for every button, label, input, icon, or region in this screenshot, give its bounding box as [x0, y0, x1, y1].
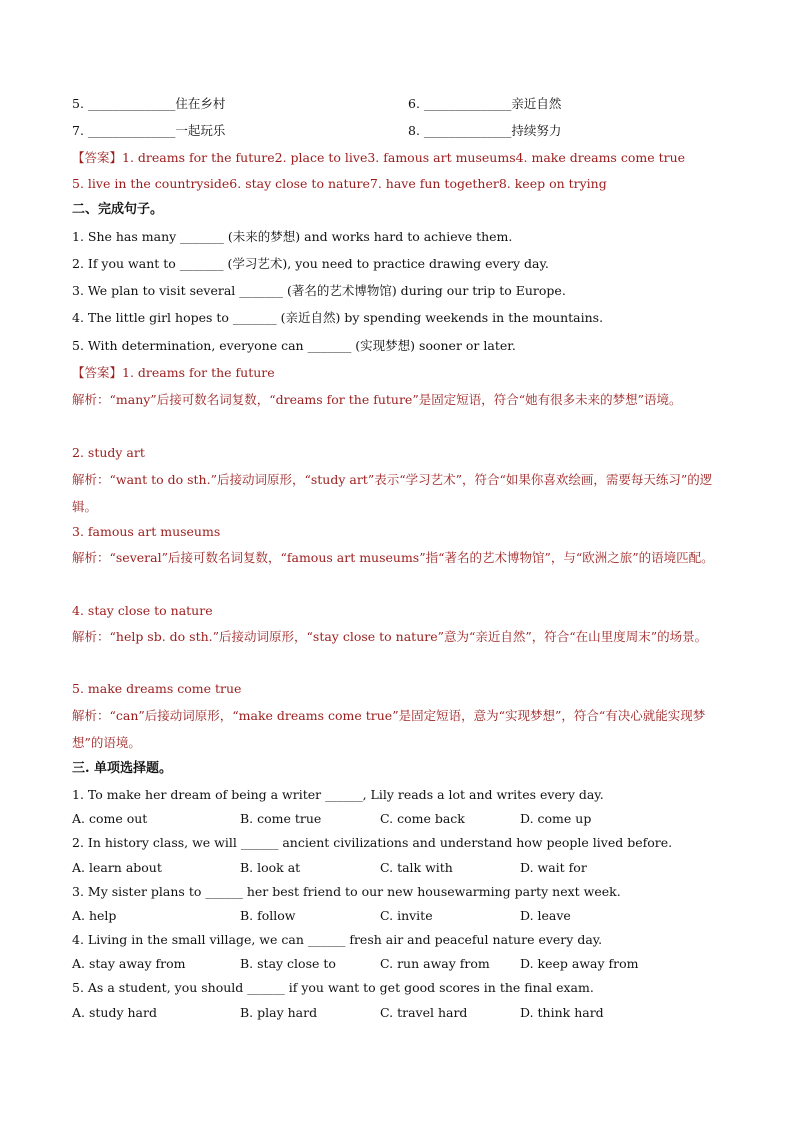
item-number: 7. [72, 123, 84, 138]
question: 4. Living in the small village, we can ______ fresh air and peaceful nature every day. [72, 932, 603, 947]
vocab-item [72, 95, 225, 113]
sentence-item: 2. If you want to _______ (学习艺术), you need to practice drawing every day. [72, 256, 549, 271]
item-number: 6. [408, 96, 420, 111]
option-b: B. play hard [240, 1005, 318, 1020]
explanation: 解析：“can”后接动词原形，“make dreams come true”是固定短语，意为“实现梦想”，符合“有决心就能实现梦想”的语境。 [72, 708, 706, 750]
answer-line: 3. famous art museums [72, 524, 221, 539]
chinese-phrase: 亲近自然 [511, 96, 562, 111]
question: 3. My sister plans to ______ her best friend to our new housewarming party next week. [72, 884, 621, 899]
answer-line: 2. study art [72, 445, 145, 460]
vocab-item [408, 95, 561, 113]
option-a: A. study hard [72, 1005, 157, 1020]
option-b: B. stay close to [240, 956, 336, 971]
option-b: B. come true [240, 811, 322, 826]
explanation: 解析：“want to do sth.”后接动词原形，“study art”表示“学习艺术”，符合“如果你喜欢绘画，需要每天练习”的逻辑。 [72, 472, 713, 514]
blank: ______________ [87, 123, 176, 138]
sentence-item: 3. We plan to visit several _______ (著名的艺术博物馆) during our trip to Europe. [72, 283, 566, 298]
answer-line [72, 364, 275, 382]
option-c: C. talk with [380, 860, 453, 875]
option-d: D. think hard [520, 1005, 604, 1020]
explanation: 解析：“many”后接可数名词复数，“dreams for the future”是固定短语，符合“她有很多未来的梦想”语境。 [72, 392, 682, 407]
option-c: C. run away from [380, 956, 490, 971]
option-d: D. come up [520, 811, 592, 826]
answer-line [72, 175, 607, 193]
question: 5. As a student, you should ______ if you want to get good scores in the final exam. [72, 980, 594, 995]
option-c: C. invite [380, 908, 433, 923]
explanation: 解析：“help sb. do sth.”后接动词原形，“stay close to nature”意为“亲近自然”，符合“在山里度周末”的场景。 [72, 629, 708, 644]
blank: ______________ [87, 96, 176, 111]
option-c: C. travel hard [380, 1005, 468, 1020]
item-number: 5. [72, 96, 84, 111]
answer-line: 5. make dreams come true [72, 681, 242, 696]
explanation: 解析：“several”后接可数名词复数，“famous art museums”指“著名的艺术博物馆”，与“欧洲之旅”的语境匹配。 [72, 550, 714, 565]
option-c: C. come back [380, 811, 465, 826]
blank: ______________ [423, 96, 512, 111]
item-number: 8. [408, 123, 420, 138]
option-a: A. come out [72, 811, 148, 826]
answer-tag: 【答案】 [72, 365, 123, 380]
blank: ______________ [423, 123, 512, 138]
section-heading: 三. 单项选择题。 [72, 761, 173, 776]
chinese-phrase: 住在乡村 [175, 96, 226, 111]
section-heading: 二、完成句子。 [72, 202, 164, 217]
answer-text: 1. dreams for the future [122, 365, 275, 380]
chinese-phrase: 一起玩乐 [175, 123, 226, 138]
option-a: A. help [72, 908, 117, 923]
question: 2. In history class, we will ______ ancient civilizations and understand how people lived before. [72, 835, 673, 850]
answer-tag: 【答案】 [72, 150, 123, 165]
option-d: D. keep away from [520, 956, 639, 971]
vocab-item [408, 122, 561, 140]
sentence-item: 5. With determination, everyone can _______ (实现梦想) sooner or later. [72, 338, 516, 353]
option-b: B. follow [240, 908, 296, 923]
answer-text: 5. live in the countryside6. stay close to nature7. have fun together8. keep on trying [72, 176, 607, 191]
chinese-phrase: 持续努力 [511, 123, 562, 138]
sentence-item: 4. The little girl hopes to _______ (亲近自然) by spending weekends in the mountains. [72, 310, 604, 325]
option-a: A. stay away from [72, 956, 186, 971]
option-d: D. wait for [520, 860, 587, 875]
option-d: D. leave [520, 908, 571, 923]
option-b: B. look at [240, 860, 301, 875]
sentence-item: 1. She has many _______ (未来的梦想) and works hard to achieve them. [72, 229, 513, 244]
vocab-item [72, 122, 225, 140]
answer-line: 4. stay close to nature [72, 603, 213, 618]
answer-text: 1. dreams for the future2. place to live3. famous art museums4. make dreams come true [122, 150, 686, 165]
answer-line [72, 149, 685, 167]
option-a: A. learn about [72, 860, 162, 875]
question: 1. To make her dream of being a writer ______, Lily reads a lot and writes every day. [72, 787, 604, 802]
